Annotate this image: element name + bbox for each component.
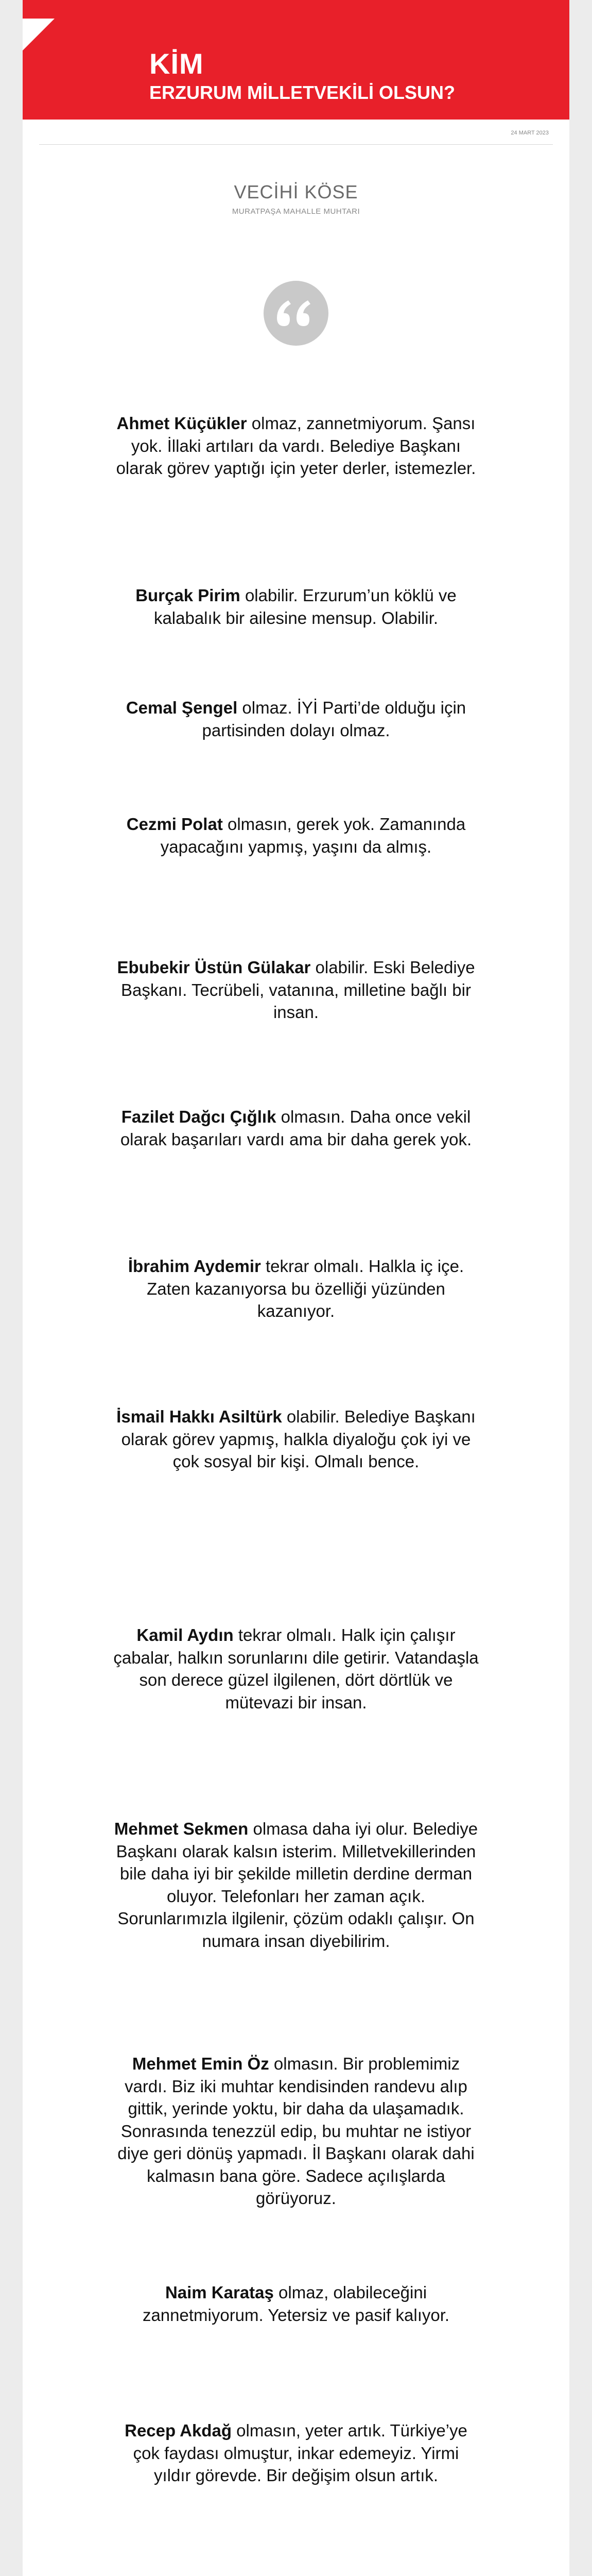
header-title: KİM (149, 47, 204, 80)
entry-opinion: olmasın. Bir problemimiz vardı. Biz iki muhtar kendisinden randevu alıp gittik, yerinde yoktu, bir daha da ulaşamadık. Sonrasında tenezzül edip, bu muhtar ne istiyor diye geri dönüş yapmadı. İl Başkanı olarak dahi kalmasın bana göre. Sadece açılışlarda görüyoruz. (117, 2054, 475, 2208)
entry-opinion: olmaz, olabileceğini zannetmiyorum. Yetersiz ve pasif kalıyor. (142, 2283, 450, 2325)
entry-paragraph (113, 412, 479, 480)
entry-opinion: olabilir. Belediye Başkanı olarak görev yapmış, halkla diyaloğu çok iyi ve çok sosyal bir kişi. Olmalı bence. (121, 1407, 476, 1471)
entry-opinion: olmasın. Daha once vekil olarak başarıları vardı ama bir daha gerek yok. (120, 1107, 472, 1149)
entry-paragraph (113, 2053, 479, 2210)
entry-person-name: İbrahim Aydemir (128, 1257, 261, 1276)
entry-person-name: İsmail Hakkı Asiltürk (116, 1407, 282, 1426)
entry-person-name: Cemal Şengel (126, 698, 238, 717)
entry-person-name: Ebubekir Üstün Gülakar (117, 958, 311, 977)
entry-paragraph (113, 1818, 479, 1952)
entry-person-name: Mehmet Sekmen (114, 1819, 249, 1838)
publish-date: 24 MART 2023 (511, 130, 549, 136)
entry-person-name: Mehmet Emin Öz (132, 2054, 269, 2073)
corner-fold (23, 19, 55, 50)
entry-paragraph (113, 584, 479, 629)
entry-paragraph (113, 697, 479, 741)
entry-paragraph (113, 1106, 479, 1150)
entry-opinion: tekrar olmalı. Halkla iç içe. Zaten kazanıyorsa bu özelliği yüzünden kazanıyor. (147, 1257, 464, 1321)
entry-paragraph (113, 813, 479, 858)
entry-paragraph (113, 2419, 479, 2487)
entry-opinion: olmasın, gerek yok. Zamanında yapacağını yapmış, yaşını da almış. (160, 815, 466, 856)
header-subtitle: ERZURUM MİLLETVEKİLİ OLSUN? (149, 82, 455, 103)
open-quote-icon (264, 281, 328, 346)
entry-person-name: Cezmi Polat (126, 815, 223, 834)
entry-opinion: olabilir. Eski Belediye Başkanı. Tecrübeli, vatanına, milletine bağlı bir insan. (121, 958, 475, 1022)
entry-person-name: Burçak Pirim (135, 586, 240, 605)
entry-opinion: olmasa daha iyi olur. Belediye Başkanı olarak kalsın isterim. Milletvekillerinden bile daha iyi bir şekilde milletin derdine derman oluyor. Telefonları her zaman açık. Sorunlarımızla ilgilenir, çözüm odaklı çalışır. On numara insan diyebilirim. (116, 1819, 478, 1951)
author-role: MURATPAŞA MAHALLE MUHTARI (232, 207, 360, 216)
entry-opinion: tekrar olmalı. Halk için çalışır çabalar, halkın sorunlarını dile getirir. Vatandaşla son derece güzel ilgilenen, dört dörtlük ve mütevazi bir insan. (113, 1625, 479, 1712)
entry-paragraph (113, 1624, 479, 1714)
entry-opinion: olmaz, zannetmiyorum. Şansı yok. İllaki artıları da vardı. Belediye Başkanı olarak görev yaptığı için yeter derler, istemezler. (116, 414, 476, 478)
entry-person-name: Ahmet Küçükler (116, 414, 247, 433)
entry-paragraph (113, 1405, 479, 1473)
entry-person-name: Kamil Aydın (136, 1625, 234, 1645)
entry-opinion: olabilir. Erzurum’un köklü ve kalabalık bir ailesine mensup. Olabilir. (153, 586, 457, 628)
entry-person-name: Fazilet Dağcı Çığlık (121, 1107, 276, 1126)
entry-opinion: olmasın, yeter artık. Türkiye’ye çok faydası olmuştur, inkar edemeyiz. Yirmi yıldır görevde. Bir değişim olsun artık. (133, 2421, 467, 2485)
entry-person-name: Recep Akdağ (125, 2421, 232, 2440)
entry-opinion: olmaz. İYİ Parti’de olduğu için partisinden dolayı olmaz. (202, 698, 466, 740)
author-name: VECİHİ KÖSE (234, 181, 358, 202)
header-divider (39, 144, 553, 145)
entry-person-name: Naim Karataş (165, 2283, 274, 2302)
entry-paragraph (113, 1255, 479, 1323)
entry-paragraph (113, 2281, 479, 2326)
entry-paragraph (113, 956, 479, 1024)
